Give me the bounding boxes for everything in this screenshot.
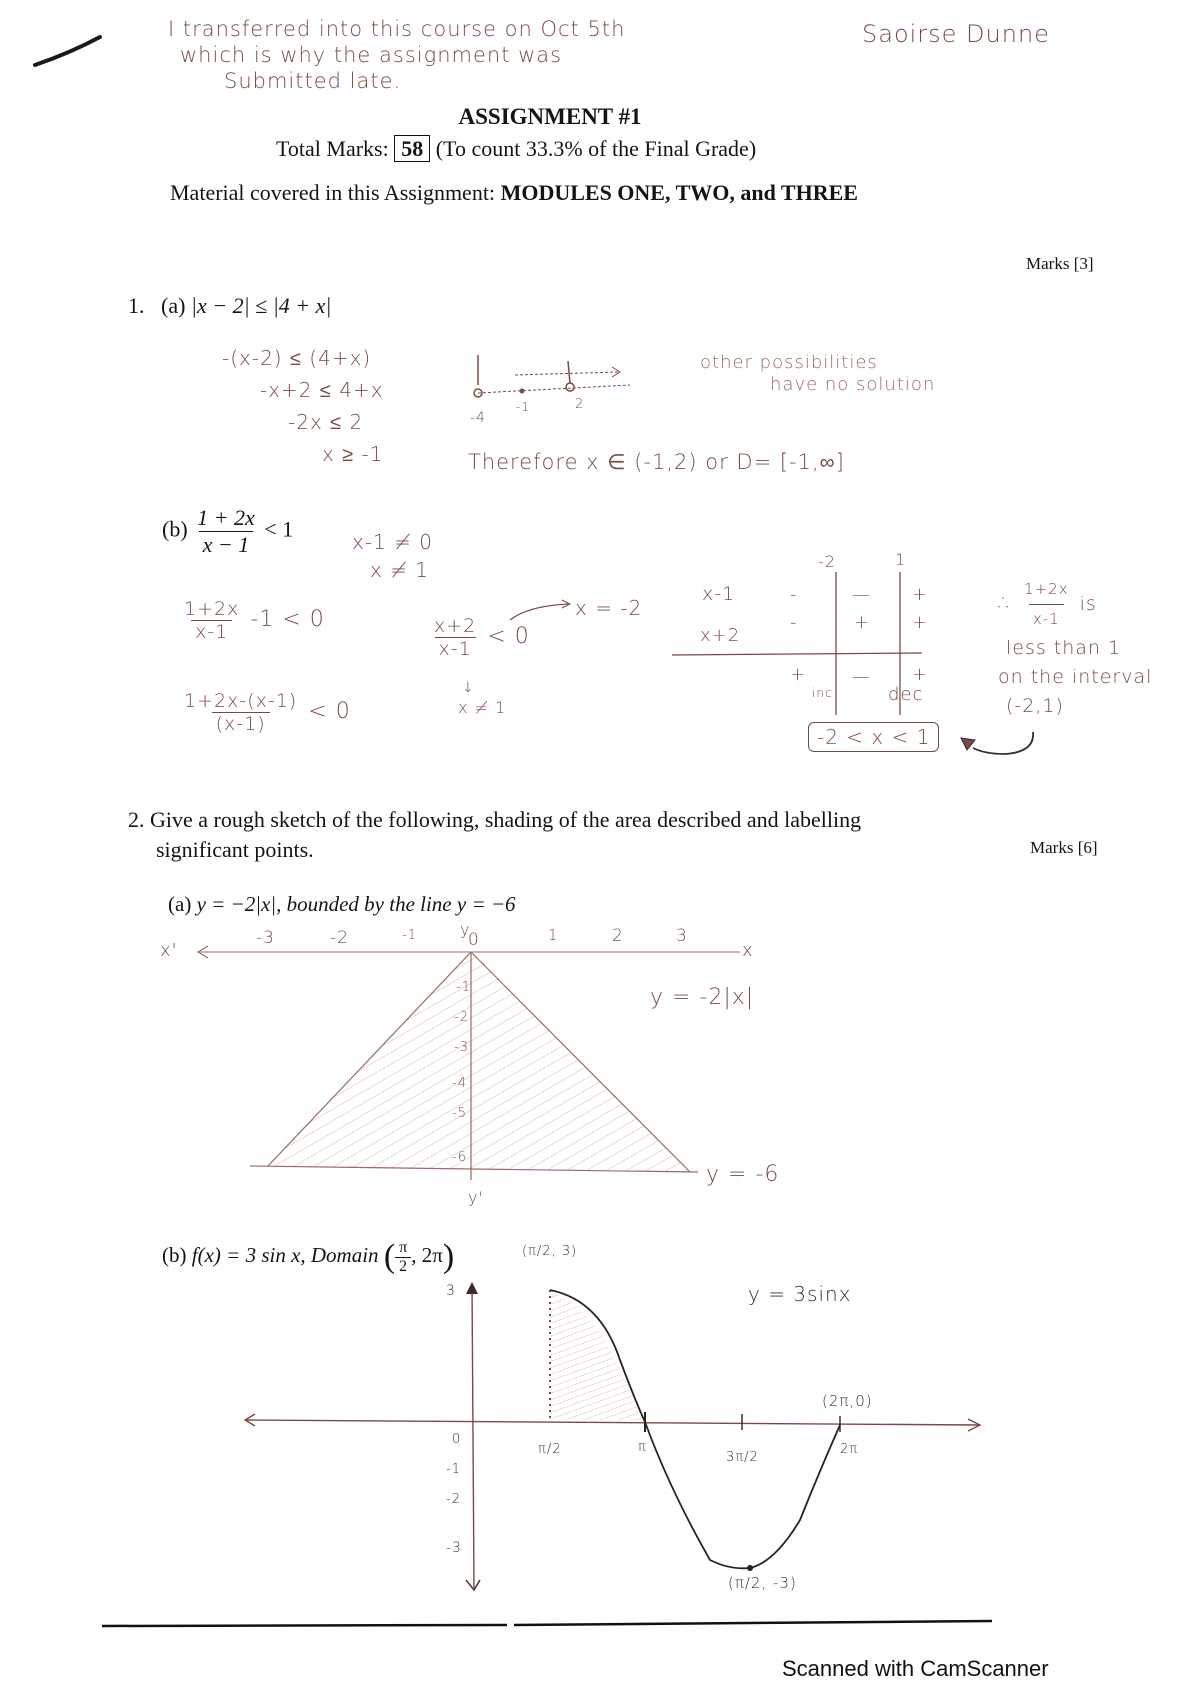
late-note-line-1: I transferred into this course on Oct 5th (168, 17, 626, 41)
q1a-number-line (470, 355, 670, 445)
curve-label-b: y = 3sinx (748, 1282, 852, 1306)
result-sign-1: + (790, 664, 807, 685)
y-tick-neg4: -4 (452, 1076, 467, 1091)
material-label: Material covered in this Assignment: (170, 180, 496, 205)
x-axis-label: x (742, 940, 754, 961)
q1a-problem: |x − 2| ≤ |4 + x| (190, 293, 332, 318)
q2-number: 2. (128, 807, 145, 832)
restriction-1: x-1 ≠ 0 (352, 530, 433, 554)
q1-number: 1. (128, 293, 145, 318)
peak-label: (π/2, 3) (522, 1244, 578, 1259)
q1b-conclusion: ∴ $\frac{1+2x}{x-1}$ is less than 1 on the interval (-2,1) (998, 580, 1153, 717)
critical-point-neg2: -2 (818, 552, 836, 571)
y-tick-3: 3 (446, 1283, 456, 1299)
critical-point-1: 1 (895, 550, 907, 569)
y-tick-neg1: -1 (456, 980, 471, 995)
sign-2-3: + (912, 612, 929, 633)
page-title: ASSIGNMENT #1 (458, 104, 642, 129)
y-tick-neg5: -5 (452, 1106, 467, 1121)
x-tick-pi: π (638, 1440, 647, 1455)
material-line (170, 180, 858, 206)
sign-2-2: + (854, 612, 871, 633)
q2-prompt (128, 805, 861, 865)
q1b-step-1: $\frac{1+2x}{x-1}$ -1 < 0 (184, 598, 325, 643)
q1a-heading (128, 293, 331, 319)
y-tick-0: 0 (452, 1432, 462, 1447)
q1a-step-2: -x+2 ≤ 4+x (260, 378, 384, 402)
x-tick-pi-half: π/2 (538, 1442, 562, 1457)
bottom-rule (102, 1620, 1002, 1630)
late-note (168, 16, 625, 94)
x-tick-0: 0 (468, 930, 480, 950)
pen-mark (30, 25, 150, 85)
numberline-label-neg1: -1 (516, 400, 530, 414)
q1b-answer-box: -2 < x < 1 (808, 722, 939, 752)
q2-prompt-line-2: significant points. (156, 837, 314, 862)
y-tick-neg2: -2 (454, 1010, 469, 1025)
q1b-label: (b) (162, 516, 188, 542)
q1a-step-3: -2x ≤ 2 (288, 410, 364, 434)
note-inc: inc (812, 686, 833, 700)
x-tick-3pi-half: 3π/2 (726, 1450, 759, 1465)
side-note-line-2: have no solution (770, 374, 936, 395)
q1a-label: (a) (161, 293, 186, 318)
q1b-step-2: $\frac{1+2x-(x-1)}{(x-1)}$ < 0 (184, 690, 351, 735)
q1a-step-4: x ≥ -1 (322, 442, 384, 466)
grade-weight: (To count 33.3% of the Final Grade) (435, 136, 757, 161)
numberline-label-2: 2 (575, 397, 585, 412)
x-tick-neg2: -2 (330, 928, 349, 948)
material-value: MODULES ONE, TWO, and THREE (500, 180, 858, 205)
q1b-heading (162, 505, 293, 558)
conclusion-arrow (955, 728, 1045, 768)
q2b-graph (240, 1270, 1000, 1600)
x-tick-2pi: 2π (840, 1442, 859, 1457)
camscanner-watermark: Scanned with CamScanner (782, 1656, 1049, 1681)
q1a-side-note (700, 352, 935, 396)
sign-1-2: — (852, 584, 871, 605)
q1b-restriction (352, 528, 433, 584)
q1a-conclusion: Therefore x ∈ (-1,2) or D= [-1,∞] (468, 450, 845, 474)
total-marks-line (276, 136, 756, 162)
numberline-label-neg4: -4 (470, 410, 486, 426)
total-marks-value: 58 (394, 135, 430, 162)
q2a-heading: (a) y = −2|x|, bounded by the line y = −6 (168, 892, 516, 916)
sign-row-label-2: x+2 (700, 625, 741, 646)
sign-2-1: - (790, 612, 798, 633)
q1b-step-3: $\frac{x+2}{x-1}$ < 0 (434, 615, 530, 660)
x-tick-neg1: -1 (402, 928, 417, 943)
student-name: Saoirse Dunne (862, 20, 1050, 48)
y-axis-label: y (460, 920, 471, 939)
q2-prompt-line-1: Give a rough sketch of the following, shading of the area described and labelling (150, 807, 862, 832)
x-tick-neg3: -3 (256, 928, 275, 948)
q1b-relation: < 1 (264, 516, 294, 542)
q1a-work (222, 342, 384, 470)
min-point-label: (π/2, -3) (728, 1574, 797, 1592)
y-tick-neg6: -6 (452, 1150, 467, 1165)
total-marks-label: Total Marks: (276, 136, 389, 161)
x-neg-label: x' (160, 940, 178, 961)
q2b-heading: (b) f(x) = 3 sin x, Domain ( $\frac{\pi}{2}$ , 2π) (162, 1238, 455, 1275)
side-note-line-1: other possibilities (700, 352, 878, 373)
x-tick-3: 3 (676, 926, 688, 946)
restriction-2: x ≠ 1 (370, 558, 430, 582)
curve-label-a: y = -2|x| (650, 985, 755, 1010)
late-note-line-3: Submitted late. (224, 69, 402, 93)
q2-marks: Marks [6] (1030, 838, 1098, 857)
y-tick-neg3: -3 (454, 1040, 469, 1055)
result-sign-2: — (852, 666, 871, 687)
root-arrow (508, 598, 578, 628)
q1b-exclusion-arrow: ↓ (462, 680, 475, 696)
x-tick-1: 1 (548, 926, 559, 944)
sign-1-3: + (912, 584, 929, 605)
late-note-line-2: which is why the assignment was (180, 43, 563, 67)
q1b-root-note: x = -2 (575, 596, 643, 620)
y-neg-label: y' (468, 1188, 484, 1207)
bound-label-a: y = -6 (706, 1162, 780, 1187)
y-tick-neg1: -1 (446, 1462, 461, 1477)
sign-1-1: - (790, 584, 798, 605)
q1b-fraction: $\frac{1 + 2x}{x - 1}$ (197, 505, 255, 557)
y-tick-neg3: -3 (446, 1540, 462, 1556)
q1-marks: Marks [3] (1026, 254, 1094, 273)
q1a-step-1: -(x-2) ≤ (4+x) (222, 346, 372, 370)
y-tick-neg2: -2 (446, 1492, 461, 1507)
end-point-label: (2π,0) (822, 1392, 873, 1410)
result-sign-3: + (912, 664, 929, 685)
q1b-exclusion-note: x ≠ 1 (458, 698, 507, 717)
note-dec: dec (888, 684, 924, 705)
sign-row-label-1: x-1 (702, 583, 736, 605)
x-tick-2: 2 (612, 926, 624, 946)
